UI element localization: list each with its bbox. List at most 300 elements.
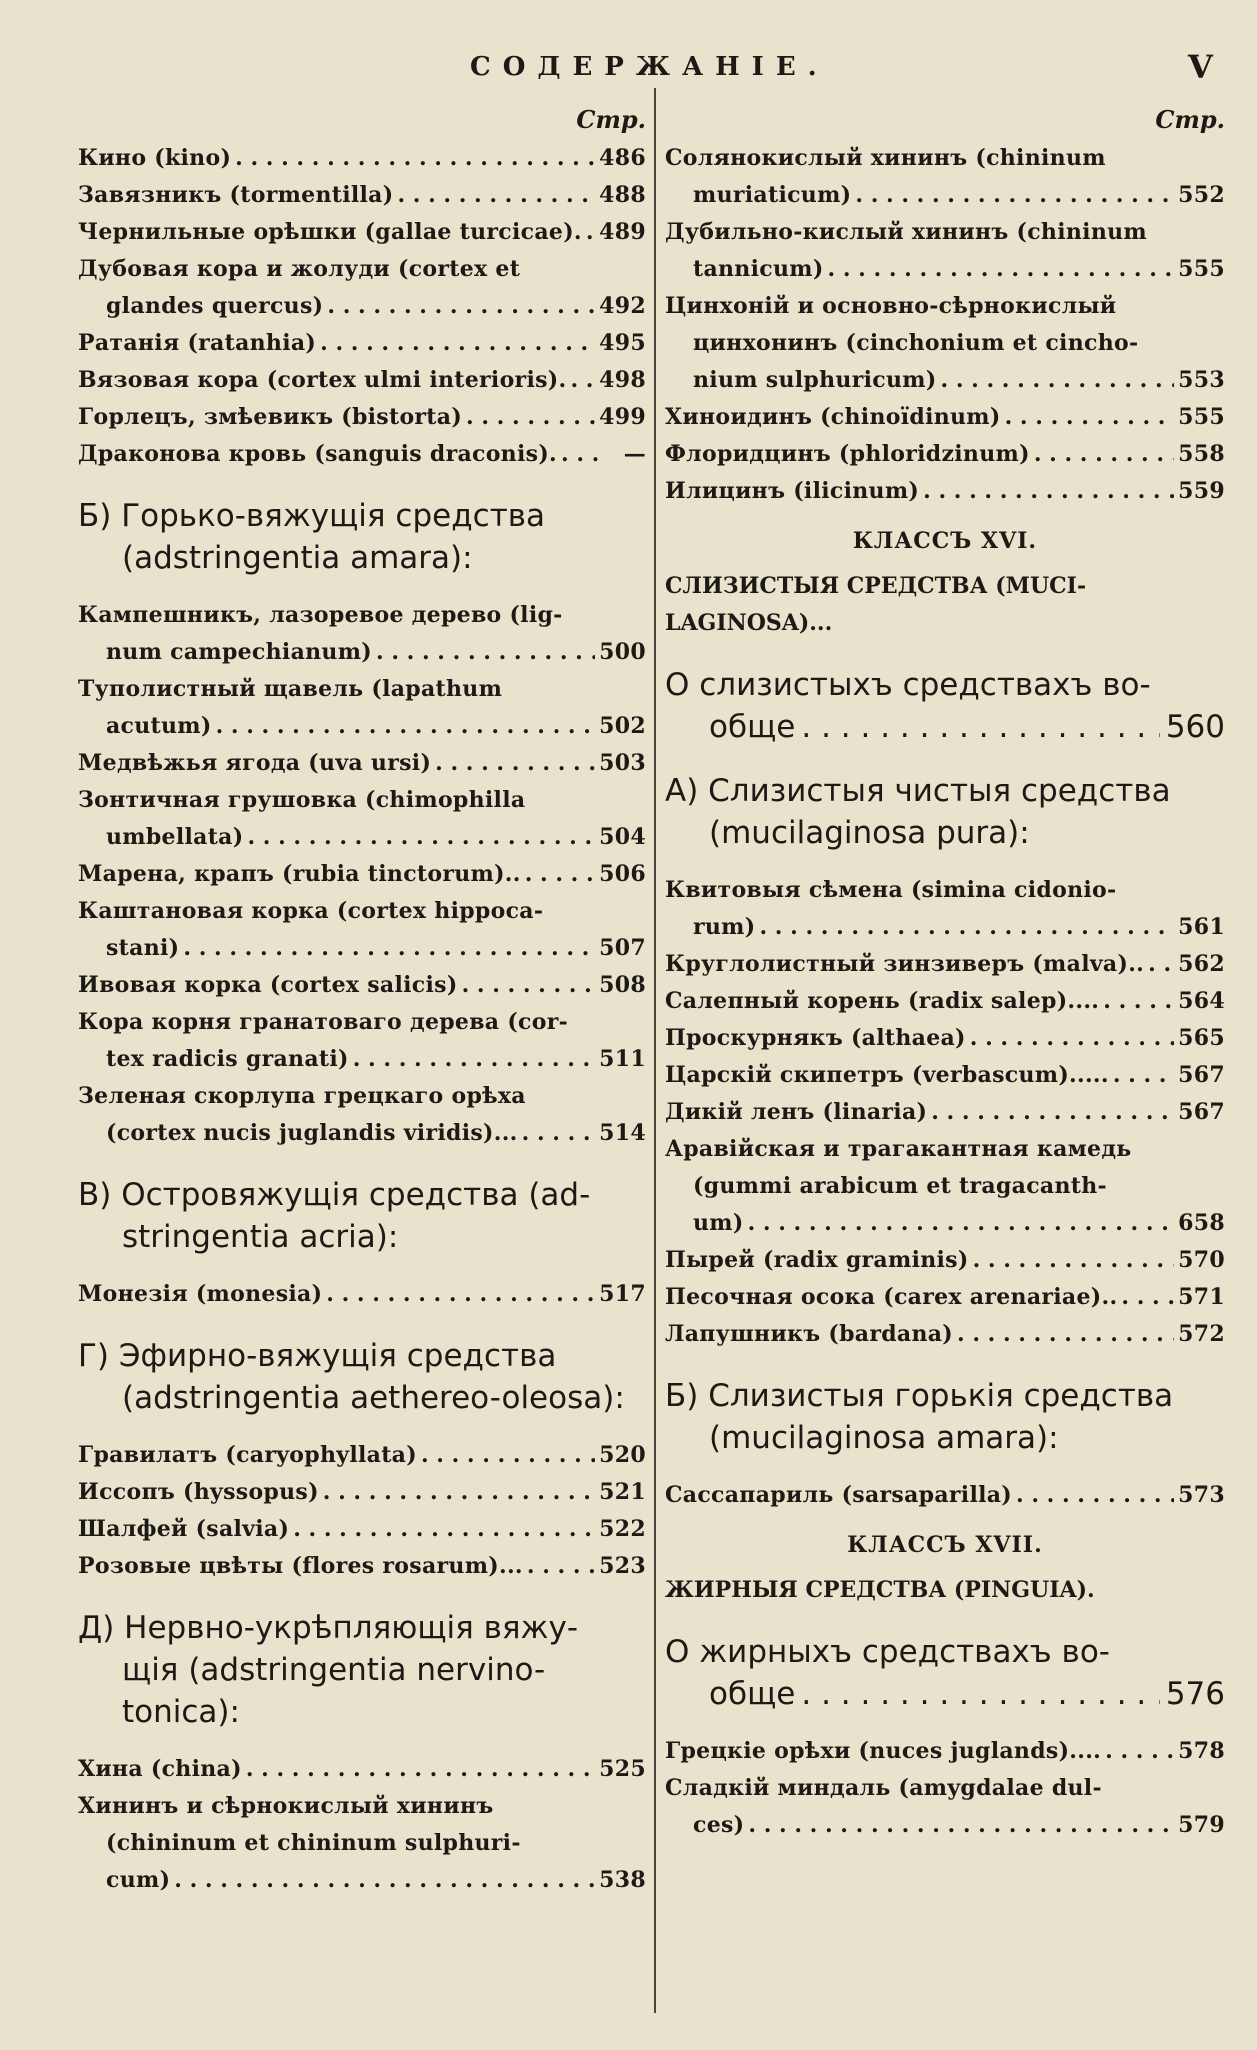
page-ref: 508 [599, 972, 646, 998]
page-ref: 488 [599, 182, 646, 208]
heading-text: Б) Слизистыя горькія средства [665, 1378, 1174, 1414]
toc-entry[interactable] [665, 1094, 1225, 1131]
entry-line [78, 1825, 646, 1862]
toc-entry[interactable] [665, 399, 1225, 436]
entry-title: acutum) [106, 713, 212, 739]
toc-entry[interactable] [78, 362, 646, 399]
leader-dots [376, 634, 595, 671]
leader-dots [326, 1276, 595, 1313]
entry-title: Зонтичная грушовка (chimophilla [78, 787, 526, 813]
entry-title: tex radicis granati) [106, 1046, 349, 1072]
entry-line [78, 214, 646, 251]
toc-entry[interactable] [78, 1548, 646, 1585]
entry-line [78, 1437, 646, 1474]
page-column-label: Стр. [576, 105, 646, 134]
page-ref: 525 [599, 1756, 646, 1782]
entry-title: Сассапариль (sarsaparilla) [665, 1482, 1013, 1508]
page-ref: 495 [599, 330, 646, 356]
entry-line [665, 909, 1225, 946]
page-ref: 523 [599, 1553, 646, 1579]
leader-dots [235, 140, 595, 177]
heading-line [665, 1631, 1225, 1673]
entry-line [665, 473, 1225, 510]
entry-line [78, 1548, 646, 1585]
leader-dots [462, 967, 596, 1004]
entry-title: Кино (kino) [78, 145, 232, 171]
page-ref: 503 [599, 750, 646, 776]
page-number: V [1188, 48, 1213, 86]
page-ref: 555 [1178, 256, 1225, 282]
leader-dots [941, 362, 1175, 399]
heading-line [665, 664, 1225, 706]
leader-dots [353, 1041, 595, 1078]
leader-dots [923, 473, 1174, 510]
heading-text: О слизистыхъ средствахъ во- [665, 667, 1151, 703]
entry-title: Гравилатъ (caryophyllata) [78, 1442, 417, 1468]
page-ref: 572 [1178, 1321, 1225, 1347]
heading-text: обще [709, 1676, 796, 1712]
entry-title: Горлецъ, змѣевикъ (bistorta) [78, 404, 463, 430]
leader-dots [1016, 1477, 1174, 1514]
entry-title: glandes quercus) [106, 293, 324, 319]
entry-list [665, 140, 1225, 510]
entry-title: Марена, крапъ (rubia tinctorum).. [78, 861, 521, 887]
toc-entry[interactable] [78, 856, 646, 893]
entry-line [78, 177, 646, 214]
section-heading-g [78, 1335, 646, 1419]
entry-line [78, 251, 646, 288]
page-ref: 560 [1165, 709, 1225, 745]
heading-text: (mucilaginosa amara): [709, 1420, 1059, 1456]
entry-line [665, 1131, 1225, 1168]
entry-title: Дикій ленъ (linaria) [665, 1099, 928, 1125]
entry-line [78, 1788, 646, 1825]
leader-dots [246, 1751, 595, 1788]
page-ref: 578 [1178, 1738, 1225, 1764]
entry-title: Песочная осока (carex arenariae).. [665, 1284, 1118, 1310]
entry-list [78, 597, 646, 1152]
toc-entry[interactable] [78, 1437, 646, 1474]
leader-dots [828, 251, 1175, 288]
page-ref: 552 [1178, 182, 1225, 208]
toc-entry[interactable] [78, 214, 646, 251]
leader-dots [421, 1437, 595, 1474]
entry-line [78, 436, 646, 473]
entry-line [78, 634, 646, 671]
page-ref: 507 [599, 935, 646, 961]
leader-dots [247, 819, 595, 856]
page-ref: 499 [599, 404, 646, 430]
entry-line [665, 288, 1225, 325]
section-heading-d [78, 1607, 646, 1733]
entry-title: Цинхоній и основно-сѣрнокислый [665, 293, 1117, 319]
leader-dots [759, 909, 1174, 946]
leader-dots [1148, 946, 1174, 983]
entry-line [665, 946, 1225, 983]
entry-title: tannicum) [693, 256, 824, 282]
entry-title: nium sulphuricum) [693, 367, 937, 393]
page-header [0, 48, 1257, 92]
entry-title: (gummi arabicum et tragacanth- [693, 1173, 1107, 1199]
entry-line [78, 1078, 646, 1115]
entry-title: Салепный корень (radix salep).... [665, 988, 1100, 1014]
heading-text: (mucilaginosa pura): [709, 815, 1030, 851]
entry-title: Драконова кровь (sanguis draconis). [78, 441, 557, 467]
heading-text: О жирныхъ средствахъ во- [665, 1634, 1110, 1670]
toc-entry[interactable] [665, 946, 1225, 983]
entry-title: um) [693, 1210, 744, 1236]
heading-line [665, 1673, 1225, 1715]
heading-text: (adstringentia amara): [122, 540, 473, 576]
heading-line [665, 605, 1225, 642]
entry-title: umbellata) [106, 824, 244, 850]
entry-line [665, 1094, 1225, 1131]
toc-entry[interactable] [665, 1733, 1225, 1770]
entry-line [78, 782, 646, 819]
entry-line [78, 967, 646, 1004]
heading-text: Д) Нервно-укрѣпляющія вяжу- [78, 1610, 579, 1646]
entry-title: Кора корня гранатоваго дерева (cor- [78, 1009, 569, 1035]
page-ref: 564 [1178, 988, 1225, 1014]
heading-text: СЛИЗИСТЫЯ СРЕДСТВА (MUCI- [665, 573, 1087, 599]
heading-line [665, 568, 1225, 605]
entry-line [78, 597, 646, 634]
entry-line [665, 251, 1225, 288]
entry-line [78, 325, 646, 362]
leader-dots [1105, 1733, 1174, 1770]
entry-line [665, 1770, 1225, 1807]
class-title-17 [665, 1572, 1225, 1609]
entry-line [665, 325, 1225, 362]
toc-entry[interactable] [665, 436, 1225, 473]
toc-entry[interactable] [665, 288, 1225, 399]
leader-dots [1034, 436, 1174, 473]
entry-line [78, 745, 646, 782]
page-ref: 562 [1178, 951, 1225, 977]
leader-dots [801, 706, 1159, 748]
page-ref: 555 [1178, 404, 1225, 430]
heading-text: обще [709, 709, 796, 745]
leader-dots [174, 1862, 595, 1899]
entry-line [78, 1862, 646, 1899]
leader-dots [1103, 983, 1174, 1020]
toc-entry[interactable] [78, 893, 646, 967]
class-heading-16: КЛАССЪ XVI. [852, 528, 1038, 554]
entry-title: (chininum et chininum sulphuri- [106, 1830, 521, 1856]
toc-entry[interactable] [665, 872, 1225, 946]
toc-entry[interactable] [665, 1477, 1225, 1514]
entry-title: muriaticum) [693, 182, 852, 208]
heading-line [665, 770, 1225, 812]
toc-entry[interactable] [78, 436, 646, 473]
entry-title: Медвѣжья ягода (uva ursi) [78, 750, 432, 776]
entry-title: Туполистный щавель (lapathum [78, 676, 503, 702]
page-ref: 576 [1165, 1676, 1225, 1712]
leader-dots [748, 1205, 1175, 1242]
leader-dots [748, 1807, 1174, 1844]
class-title-16 [665, 568, 1225, 642]
entry-line [665, 1168, 1225, 1205]
entry-line [665, 1057, 1225, 1094]
toc-entry[interactable] [78, 597, 646, 671]
page-ref: 489 [599, 219, 646, 245]
page-ref: 573 [1178, 1482, 1225, 1508]
leader-dots [397, 177, 595, 214]
entry-line [665, 436, 1225, 473]
leader-dots [561, 436, 602, 473]
page-ref: 506 [599, 861, 646, 887]
entry-title: цинхонинъ (cinchonium et cincho- [693, 330, 1139, 356]
heading-line [665, 1572, 1225, 1609]
entry-line [665, 140, 1225, 177]
page-ref: 567 [1178, 1099, 1225, 1125]
entry-line [78, 1474, 646, 1511]
leader-dots [957, 1316, 1174, 1353]
entry-line [78, 1004, 646, 1041]
page-ref: 553 [1178, 367, 1225, 393]
leader-dots [931, 1094, 1174, 1131]
entry-title: Пырей (radix graminis) [665, 1247, 969, 1273]
page-column-label: Стр. [1155, 105, 1225, 134]
heading-text: LAGINOSA)... [665, 610, 833, 636]
toc-entry[interactable] [78, 399, 646, 436]
leader-dots [293, 1511, 595, 1548]
entry-line [665, 1477, 1225, 1514]
leader-dots [1113, 1057, 1174, 1094]
leader-dots [323, 1474, 595, 1511]
entry-title: Грецкіе орѣхи (nuces juglands).... [665, 1738, 1102, 1764]
entry-title: Сладкій миндаль (amygdalae dul- [665, 1775, 1102, 1801]
entry-line [78, 708, 646, 745]
entry-title: Зеленая скорлупа грецкаго орѣха [78, 1083, 526, 1109]
page-ref: 521 [599, 1479, 646, 1505]
entry-line [665, 1807, 1225, 1844]
toc-entry[interactable] [78, 325, 646, 362]
leader-dots [801, 1673, 1159, 1715]
leader-dots [855, 177, 1174, 214]
section-heading-a16 [665, 770, 1225, 854]
page-ref: 504 [599, 824, 646, 850]
toc-entry[interactable] [78, 1474, 646, 1511]
leader-dots [327, 288, 595, 325]
toc-entry[interactable] [78, 671, 646, 745]
leader-dots [527, 1548, 595, 1585]
entry-list [665, 872, 1225, 1353]
entry-line [78, 362, 646, 399]
toc-entry[interactable] [665, 473, 1225, 510]
toc-entry[interactable] [665, 140, 1225, 214]
entry-title: Хина (china) [78, 1756, 242, 1782]
page-ref: 570 [1178, 1247, 1225, 1273]
entry-title: Каштановая корка (cortex hippoca- [78, 898, 544, 924]
page-ref: 658 [1178, 1210, 1225, 1236]
entry-title: Проскурнякъ (althaea) [665, 1025, 966, 1051]
leader-dots [973, 1242, 1175, 1279]
page-ref: 517 [599, 1281, 646, 1307]
toc-entry[interactable] [78, 1511, 646, 1548]
entry-title: Монезія (monesia) [78, 1281, 323, 1307]
page-ref: 558 [1178, 441, 1225, 467]
page-ref: 565 [1178, 1025, 1225, 1051]
leader-dots [586, 214, 595, 251]
section-heading-b16 [665, 1375, 1225, 1459]
leader-dots [435, 745, 595, 782]
entry-title: Кампешникъ, лазоревое дерево (lig- [78, 602, 563, 628]
entry-title: Илицинъ (ilicinum) [665, 478, 920, 504]
heading-line [78, 1335, 646, 1377]
page-ref: — [623, 441, 646, 467]
heading-line [78, 1607, 646, 1649]
entry-line [665, 872, 1225, 909]
entry-line [665, 1020, 1225, 1057]
heading-line [78, 1216, 646, 1258]
toc-entry[interactable] [78, 251, 646, 325]
heading-text: А) Слизистыя чистыя средства [665, 773, 1171, 809]
entry-title: Лапушникъ (bardana) [665, 1321, 954, 1347]
heading-line [78, 1174, 646, 1216]
entry-title: Круглолистный зинзиверъ (malva).. [665, 951, 1145, 977]
entry-title: num campechianum) [106, 639, 373, 665]
page-ref: 561 [1178, 914, 1225, 940]
entry-list [665, 1477, 1225, 1514]
leader-dots [216, 708, 596, 745]
entry-line [665, 1242, 1225, 1279]
entry-line [78, 856, 646, 893]
toc-entry[interactable] [78, 1078, 646, 1152]
leader-dots [570, 362, 595, 399]
page-ref: 571 [1178, 1284, 1225, 1310]
heading-line [78, 1377, 646, 1419]
heading-line [78, 495, 646, 537]
toc-entry[interactable] [665, 1020, 1225, 1057]
toc-entry[interactable] [665, 1057, 1225, 1094]
entry-title: Квитовыя сѣмена (simina cidonio- [665, 877, 1117, 903]
heading-line [665, 1375, 1225, 1417]
page-ref: 520 [599, 1442, 646, 1468]
toc-entry[interactable] [78, 782, 646, 856]
entry-title: Вязовая кора (cortex ulmi interioris). [78, 367, 567, 393]
entry-line [78, 819, 646, 856]
section-heading-b [78, 495, 646, 579]
heading-text: Г) Эфирно-вяжущія средства [78, 1338, 557, 1374]
heading-text: Б) Горько-вяжущія средства [78, 498, 546, 534]
page-ref: 559 [1178, 478, 1225, 504]
section-general-16 [665, 664, 1225, 748]
right-column [665, 100, 1225, 1844]
heading-line [665, 1417, 1225, 1459]
entry-line [78, 140, 646, 177]
entry-title: rum) [693, 914, 756, 940]
column-divider [654, 88, 656, 2013]
toc-entry[interactable] [665, 1770, 1225, 1844]
entry-line [665, 1733, 1225, 1770]
entry-title: Дубовая кора и жолуди (cortex et [78, 256, 521, 282]
entry-line [78, 1751, 646, 1788]
heading-text: ЖИРНЫЯ СРЕДСТВА (PINGUIA). [665, 1577, 1095, 1603]
entry-line [78, 1511, 646, 1548]
entry-line [665, 1205, 1225, 1242]
toc-entry[interactable] [665, 1279, 1225, 1316]
toc-entry[interactable] [665, 983, 1225, 1020]
left-column [78, 100, 646, 1899]
page-ref: 538 [599, 1867, 646, 1893]
entry-line [665, 214, 1225, 251]
heading-line [78, 1691, 646, 1733]
heading-line [665, 706, 1225, 748]
entry-line [665, 177, 1225, 214]
entry-list [665, 1733, 1225, 1844]
page-ref: 522 [599, 1516, 646, 1542]
toc-entry[interactable] [78, 1276, 646, 1313]
heading-text: В) Островяжущія средства (ad- [78, 1177, 591, 1213]
toc-entry[interactable] [665, 214, 1225, 288]
page-ref: 492 [599, 293, 646, 319]
entry-list [78, 1751, 646, 1899]
leader-dots [970, 1020, 1174, 1057]
entry-title: Солянокислый хининъ (chininum [665, 145, 1106, 171]
entry-list [78, 140, 646, 473]
heading-line [665, 812, 1225, 854]
entry-list [78, 1276, 646, 1313]
heading-text: щія (adstringentia nervino- [122, 1652, 546, 1688]
entry-line [78, 1115, 646, 1152]
toc-entry[interactable] [78, 140, 646, 177]
leader-dots [1121, 1279, 1174, 1316]
entry-line [78, 671, 646, 708]
heading-text: stringentia acria): [122, 1219, 399, 1255]
leader-dots [522, 1115, 596, 1152]
toc-entry[interactable] [665, 1242, 1225, 1279]
page-ref: 567 [1178, 1062, 1225, 1088]
toc-entry[interactable] [665, 1316, 1225, 1353]
leader-dots [183, 930, 595, 967]
entry-title: Ивовая корка (cortex salicis) [78, 972, 458, 998]
entry-title: Дубильно-кислый хининъ (chininum [665, 219, 1147, 245]
toc-entry[interactable] [78, 745, 646, 782]
section-heading-v [78, 1174, 646, 1258]
heading-line [78, 1649, 646, 1691]
entry-title: Ратанія (ratanhia) [78, 330, 317, 356]
page-ref: 486 [599, 145, 646, 171]
entry-line [665, 1316, 1225, 1353]
section-general-17 [665, 1631, 1225, 1715]
page-title: СОДЕРЖАНІЕ. [470, 52, 829, 82]
toc-entry[interactable] [78, 1788, 646, 1899]
heading-text: tonica): [122, 1694, 240, 1730]
page-ref: 502 [599, 713, 646, 739]
class-heading-17: КЛАССЪ XVII. [847, 1532, 1043, 1558]
entry-line [78, 893, 646, 930]
page-ref: 500 [599, 639, 646, 665]
entry-title: Шалфей (salvia) [78, 1516, 290, 1542]
toc-entry[interactable] [78, 177, 646, 214]
heading-line [78, 537, 646, 579]
page-ref: 511 [599, 1046, 646, 1072]
entry-title: Завязникъ (tormentilla) [78, 182, 394, 208]
entry-line [78, 1276, 646, 1313]
page-ref: 498 [599, 367, 646, 393]
toc-entry[interactable] [78, 967, 646, 1004]
heading-text: (adstringentia aethereo-oleosa): [122, 1380, 625, 1416]
toc-entry[interactable] [78, 1751, 646, 1788]
toc-entry[interactable] [665, 1131, 1225, 1242]
entry-title: cum) [106, 1867, 171, 1893]
leader-dots [1005, 399, 1175, 436]
page-ref: 514 [599, 1120, 646, 1146]
entry-title: Чернильные орѣшки (gallae turcicae). [78, 219, 582, 245]
toc-entry[interactable] [78, 1004, 646, 1078]
entry-title: Флоридцинъ (phloridzinum) [665, 441, 1030, 467]
